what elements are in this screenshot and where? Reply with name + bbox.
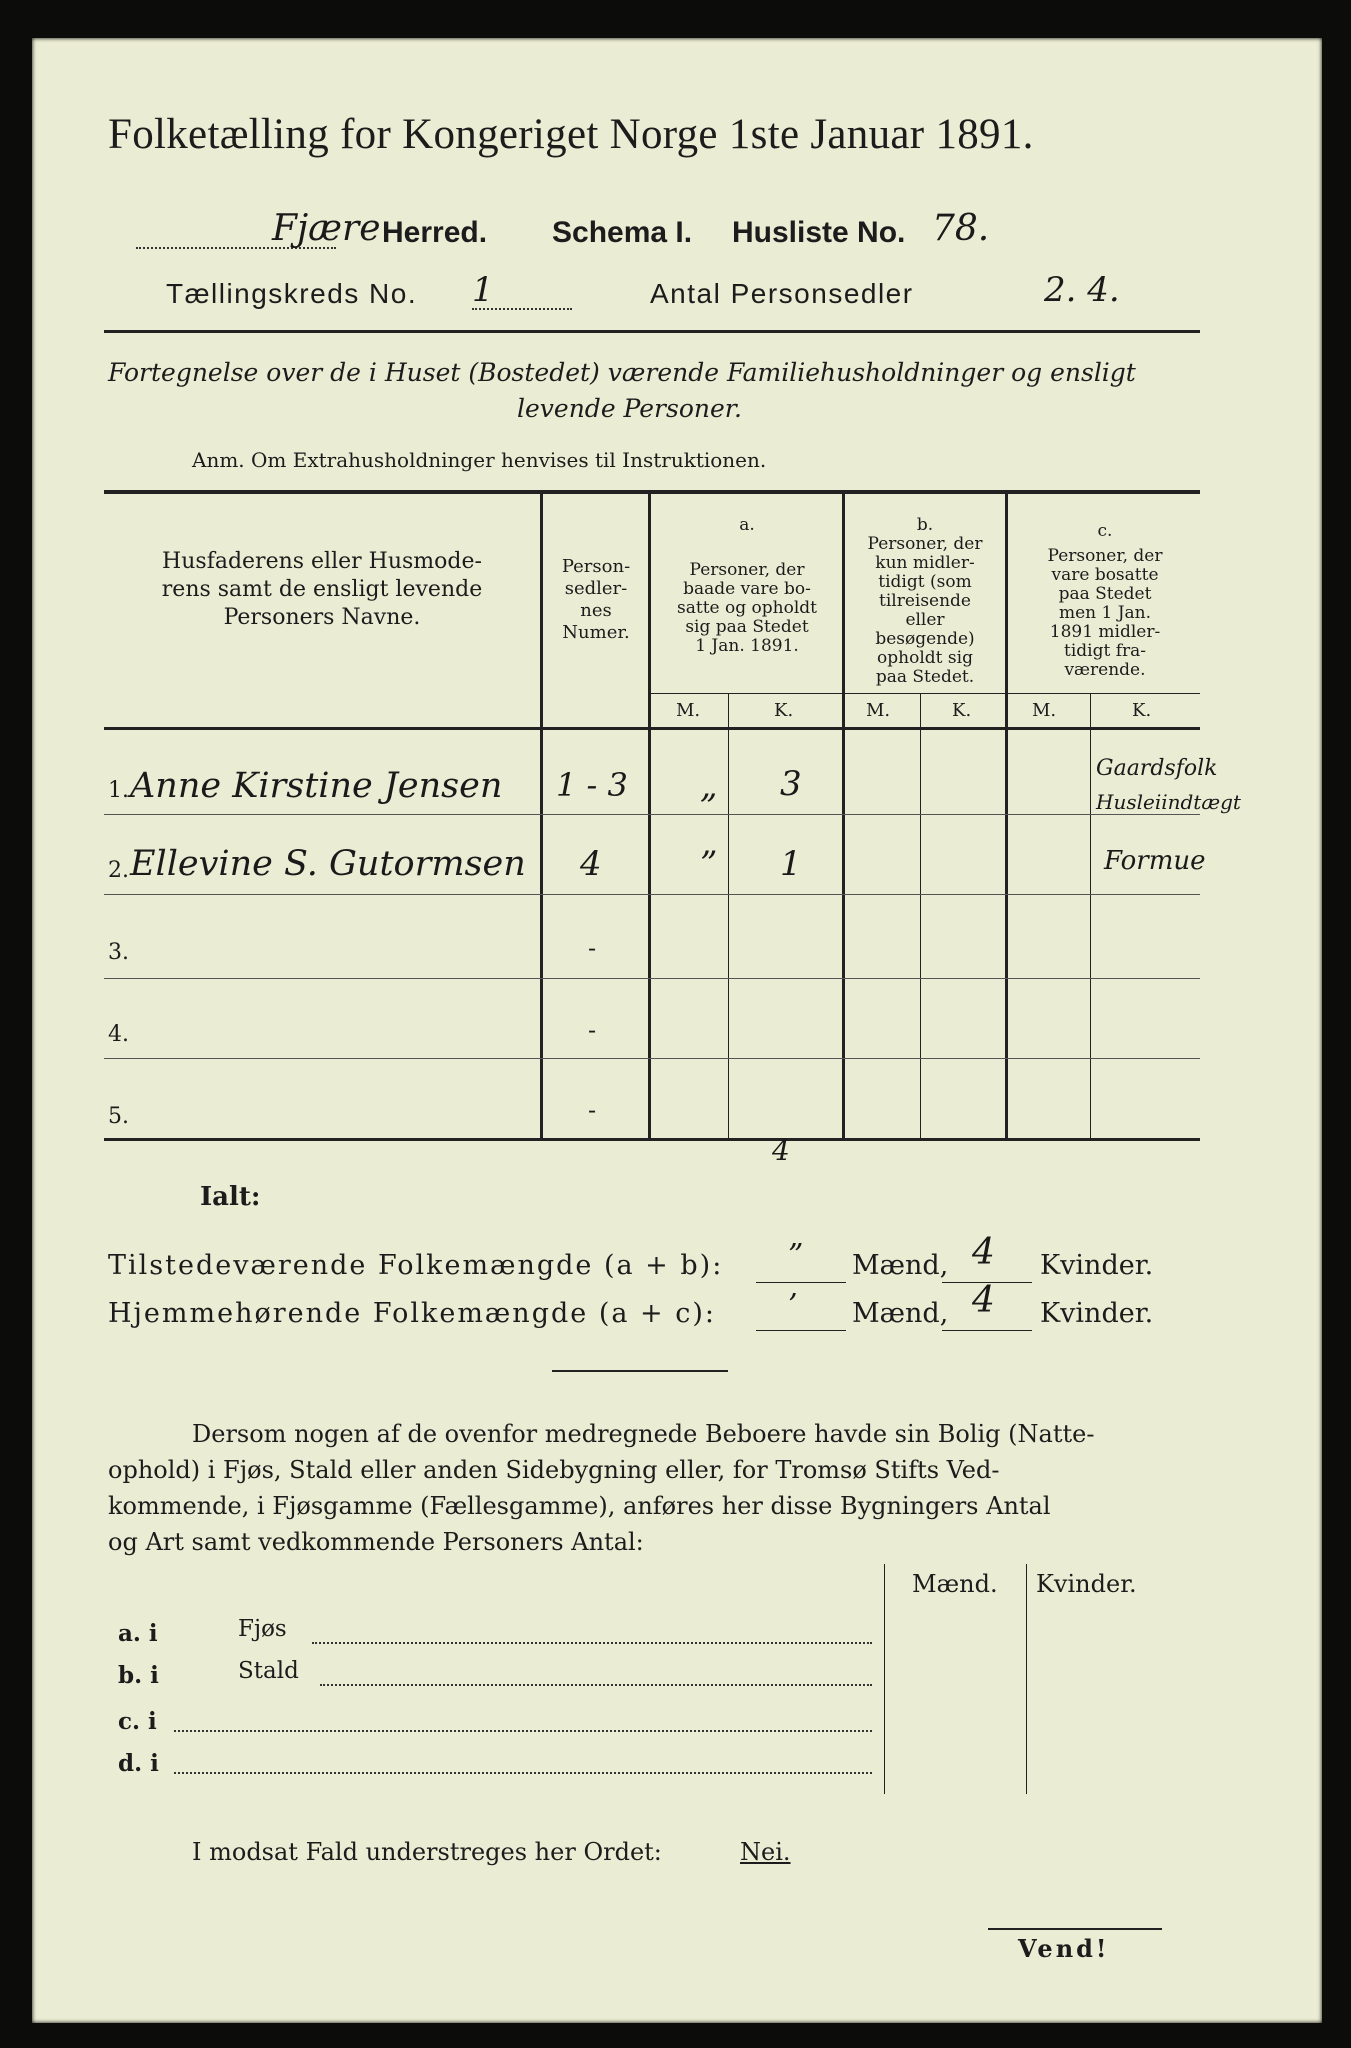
kreds-dotted-line [472,308,572,310]
bolig-text-3: kommende, i Fjøsgamme (Fællesgamme), anføres her disse Bygningers Antal [108,1492,1051,1520]
row-number: 5. [108,1104,129,1129]
bolig-item-letter: b. i [118,1662,159,1689]
kreds-value: 1 [472,270,494,310]
tilst-label: Tilstedeværende Folkemængde (a + b): [108,1250,724,1281]
herred-value: Fjære [272,208,381,249]
col-header-c-line: vare bosatte [1051,565,1159,585]
bolig-text-1: Dersom nogen af de ovenfor medregnede Beboere havde sin Bolig (Natte- [192,1420,1095,1448]
modsat-text: I modsat Fald understreges her Ordet: [192,1838,662,1866]
col-sep-c-mk [1090,694,1091,1138]
row-sedler: - [588,934,597,962]
row-rule-1 [104,814,1200,815]
col-header-b-line: opholdt sig [877,648,973,668]
col-header-b-line: tidigt (som [878,572,972,592]
mk-top-rule [650,693,1200,694]
intro-line-2: levende Personer. [517,394,742,423]
bolig-text-4: og Art samt vedkommende Personers Antal: [108,1528,644,1556]
col-header-b-line: tilreisende [878,591,971,611]
hjem-k-line [942,1330,1032,1331]
bolig-item-label: Stald [238,1658,299,1684]
row-number: 2. [108,858,129,883]
hjem-m-value: ’ [788,1288,798,1323]
row-sedler: - [588,1096,597,1124]
col-header-c-line: men 1 Jan. [1058,603,1152,623]
row-rule-3 [104,978,1200,979]
census-form-page [32,38,1322,2023]
husliste-label: Husliste No. [732,216,906,249]
col-header-c [1008,522,1202,680]
col-header-a [652,516,842,656]
ialt-label: Ialt: [200,1182,261,1212]
col-header-c-line: paa Stedet [1058,584,1152,604]
col-header-c-line: tidigt fra- [1063,641,1146,661]
herred-label: Herred. [382,216,488,249]
intro-line-1: Fortegnelse over de i Huset (Bostedet) værende Familiehusholdninger og ensligt [108,358,1136,387]
sub-b-m: M. [866,700,891,721]
col-header-a-line: 1 Jan. 1891. [695,636,799,656]
sub-c-k: K. [1132,700,1152,721]
row-sedler: - [588,1016,597,1044]
col-header-b-letter: b. [916,515,934,535]
col-header-names-line: Personers Navne. [223,605,421,630]
row-a-k: 1 [780,844,802,884]
col-header-b-line: Personer, der [867,534,983,554]
col-header-names-line: Husfaderens eller Husmode- [162,549,482,574]
col-header-names [112,548,532,632]
row-number: 3. [108,940,129,965]
col-header-b-line: eller [905,610,945,630]
row-note-2: Husleiindtægt [1096,790,1241,814]
col-header-b-line: besøgende) [875,629,975,649]
bolig-item-letter: a. i [118,1620,158,1647]
table-header-rule [104,727,1200,730]
antal-label: Antal Personsedler [650,278,914,309]
col-sep-num [648,494,651,1138]
bolig-col-sep-1 [884,1564,885,1794]
row-number: 4. [108,1022,129,1047]
col-header-a-letter: a. [739,515,755,535]
row-rule-4 [104,1058,1200,1059]
bolig-item-dots [174,1772,872,1774]
row-name: Ellevine S. Gutormsen [130,844,526,884]
bolig-item-letter: c. i [118,1708,157,1735]
row-rule-2 [104,894,1200,895]
col-header-a-line: satte og opholdt [677,598,817,618]
col-sep-b-mk [920,694,921,1138]
col-header-c-letter: c. [1097,521,1113,541]
sub-a-k: K. [774,700,794,721]
row-name: Anne Kirstine Jensen [130,766,503,806]
form-title: Folketælling for Kongeriget Norge 1ste Januar 1891. [108,111,1034,158]
col-header-c-line: værende. [1064,660,1146,680]
antal-value: 2. 4. [1044,270,1120,310]
row-sedler: 4 [580,844,602,884]
bolig-item-dots [174,1730,872,1732]
tilst-maend: Mænd, [852,1250,949,1281]
vend-label: Vend! [1018,1934,1110,1963]
row-note-1: Gaardsfolk [1096,756,1218,781]
sub-b-k: K. [952,700,972,721]
tilst-m-value: ” [788,1238,804,1273]
col-sep-a-mk [728,694,729,1138]
section-divider [552,1370,728,1372]
bolig-kvinder-header: Kvinder. [1036,1570,1137,1598]
bolig-maend-header: Mænd. [912,1570,998,1598]
col-header-num-line: sedler- [564,578,628,599]
row-a-k: 3 [780,764,802,804]
nei-word: Nei. [740,1838,791,1866]
col-sep-names [540,494,543,1138]
col-header-a-line: sig paa Stedet [685,617,809,637]
col-header-b-line: kun midler- [875,553,975,573]
col-header-a-line: Personer, der [689,560,805,580]
husliste-value: 78. [932,208,990,249]
tilst-kvinder: Kvinder. [1040,1250,1154,1281]
row-note-1: Formue [1104,846,1206,876]
table-bottom-rule [104,1138,1200,1141]
col-header-b [844,516,1006,687]
row-a-m: ” [700,844,718,884]
hjem-m-line [756,1330,846,1331]
kreds-label: Tællingskreds No. [166,278,418,309]
bolig-text-2: ophold) i Fjøs, Stald eller anden Sidebygning eller, for Tromsø Stifts Ved- [108,1456,1000,1484]
sub-a-m: M. [676,700,701,721]
bolig-item-label: Fjøs [238,1616,287,1642]
column-total-mark: 4 [772,1134,790,1167]
col-header-num-line: Person- [561,556,631,577]
col-header-c-line: Personer, der [1047,546,1163,566]
col-header-a-line: baade vare bo- [683,579,811,599]
col-header-b-line: paa Stedet. [875,667,975,687]
vend-rule [988,1928,1162,1930]
sub-c-m: M. [1032,700,1057,721]
col-header-num-line: Numer. [562,622,630,643]
col-header-num-line: nes [580,600,612,621]
bolig-col-sep-2 [1026,1564,1027,1794]
col-header-c-line: 1891 midler- [1049,622,1161,642]
row-number: 1. [108,778,129,803]
tilst-k-value: 4 [972,1232,995,1273]
anm-note: Anm. Om Extrahusholdninger henvises til Instruktionen. [192,448,767,472]
row-sedler: 1 - 3 [556,766,628,804]
col-header-num [544,556,648,644]
bolig-item-dots [312,1642,872,1644]
tilst-m-line [756,1282,846,1283]
schema-label: Schema I. [552,216,693,249]
header-rule [104,330,1200,333]
hjem-k-value: 4 [972,1280,995,1321]
bolig-item-letter: d. i [118,1750,159,1777]
hjem-kvinder: Kvinder. [1040,1298,1154,1329]
col-header-names-line: rens samt de ensligt levende [161,577,483,602]
bolig-item-dots [320,1684,872,1686]
hjem-label: Hjemmehørende Folkemængde (a + c): [108,1298,716,1329]
row-a-m: „ [700,766,718,806]
hjem-maend: Mænd, [852,1298,949,1329]
table-top-rule [104,490,1200,494]
